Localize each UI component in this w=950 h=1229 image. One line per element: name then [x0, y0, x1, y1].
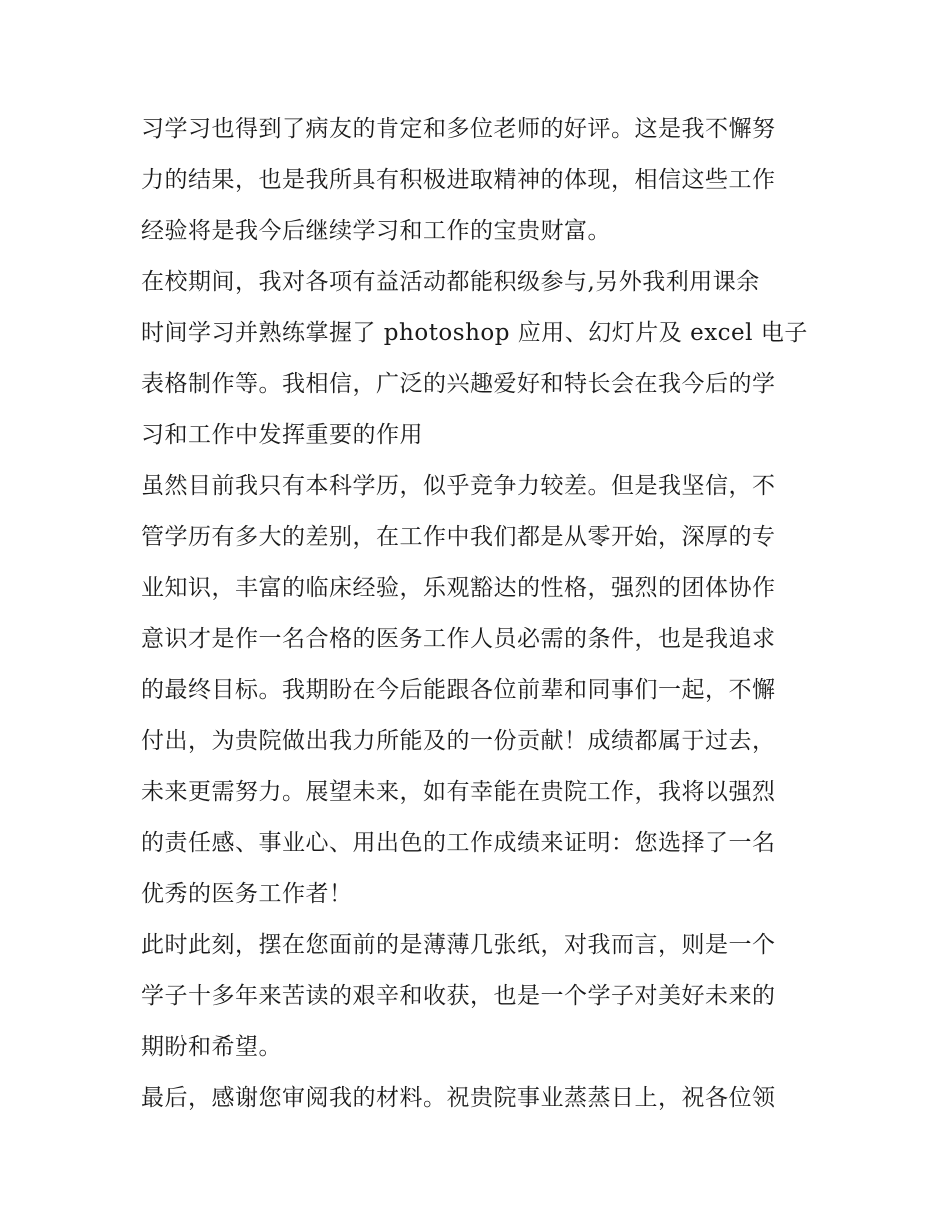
paragraph-career-goals: 虽然目前我只有本科学历，似乎竞争力较差。但是我坚信，不 管学历有多大的差别，在工作中我们都是从零开始，深厚的专 业知识，丰富的临床经验，乐观豁达的性格，强烈的团体协作 意识才是作一名合格的医务工作人员必需的条件，也是我追求 的最终目标。我期盼在今后能跟各位前辈和同事们一起，不懈 付出，为贵院做出我力所能及的一份贡献！成绩都属于过去， 未来更需努力。展望未来，如有幸能在贵院工作，我将以强烈 的责任感、事业心、用出色的工作成绩来证明：您选择了一名 优秀的医务工作者！	[141, 473, 776, 907]
document-body	[141, 104, 821, 1124]
paragraph-school-activities: 在校期间，我对各项有益活动都能积级参与,另外我利用课余 时间学习并熟练掌握了 photoshop 应用、幻灯片及 excel 电子 表格制作等。我相信，广泛的兴趣爱好和特长会在我今后的学 习和工作中发挥重要的作用	[141, 269, 808, 448]
paragraph-closing: 最后，感谢您审阅我的材料。祝贵院事业蒸蒸日上，祝各位领	[141, 1085, 776, 1111]
paragraph-self-evaluation: 习学习也得到了病友的肯定和多位老师的好评。这是我不懈努 力的结果，也是我所具有积极进取精神的体现，相信这些工作 经验将是我今后继续学习和工作的宝贵财富。	[141, 116, 776, 244]
paragraph-this-moment: 此时此刻，摆在您面前的是薄薄几张纸，对我而言，则是一个 学子十多年来苦读的艰辛和收获，也是一个学子对美好未来的 期盼和希望。	[141, 932, 776, 1060]
